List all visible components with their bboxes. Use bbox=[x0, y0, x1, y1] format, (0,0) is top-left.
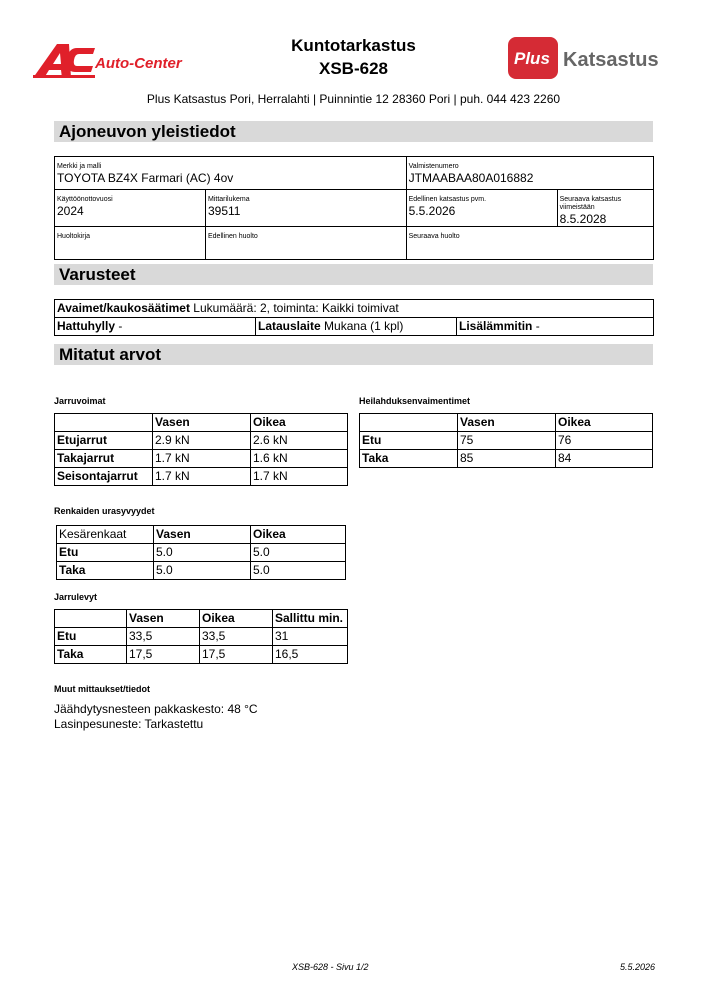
section-general-heading: Ajoneuvon yleistiedot bbox=[54, 121, 653, 142]
next-inspection-value: 8.5.2028 bbox=[559, 212, 607, 226]
cell-left: 5.0 bbox=[154, 544, 251, 562]
equipment-table bbox=[54, 299, 654, 336]
tires-header-season: Kesärenkaat bbox=[57, 526, 154, 544]
brakes-title: Jarruvoimat bbox=[54, 396, 106, 406]
cell-right: 5.0 bbox=[251, 562, 346, 580]
katsastus-logo-icon bbox=[507, 35, 675, 81]
cell-left: 1.7 kN bbox=[153, 468, 251, 486]
cell-left: 1.7 kN bbox=[153, 450, 251, 468]
cell-right: 2.6 kN bbox=[251, 432, 348, 450]
heater-value: - bbox=[535, 319, 540, 333]
table-row bbox=[360, 450, 653, 468]
other-washer-fluid: Lasinpesuneste: Tarkastettu bbox=[54, 717, 204, 731]
cell-left: 2.9 kN bbox=[153, 432, 251, 450]
section-equipment-heading: Varusteet bbox=[54, 264, 653, 285]
keys-value: Lukumäärä: 2, toiminta: Kaikki toimivat bbox=[193, 301, 399, 315]
shocks-table bbox=[359, 413, 653, 468]
discs-title: Jarrulevyt bbox=[54, 592, 98, 602]
row-label: Takajarrut bbox=[55, 450, 153, 468]
next-inspection-cell bbox=[557, 190, 653, 227]
year-label: Käyttöönottovuosi bbox=[57, 196, 113, 203]
vin-value: JTMAABAA80A016882 bbox=[408, 171, 534, 185]
table-row bbox=[55, 450, 348, 468]
cell-left: 75 bbox=[458, 432, 556, 450]
discs-header-right: Oikea bbox=[200, 610, 273, 628]
discs-header-min: Sallittu min. bbox=[273, 610, 348, 628]
last-inspection-value: 5.5.2026 bbox=[408, 204, 456, 218]
table-row bbox=[55, 432, 348, 450]
cell-right: 33,5 bbox=[200, 628, 273, 646]
shocks-title: Heilahduksenvaimentimet bbox=[359, 396, 471, 406]
charger-value: Mukana (1 kpl) bbox=[324, 319, 404, 333]
heater-cell bbox=[457, 318, 654, 336]
svg-text:Katsastus: Katsastus bbox=[563, 49, 659, 71]
discs-table bbox=[54, 609, 348, 664]
row-label: Etu bbox=[360, 432, 458, 450]
cell-right: 1.6 kN bbox=[251, 450, 348, 468]
row-label: Etu bbox=[55, 628, 127, 646]
table-row bbox=[55, 468, 348, 486]
make-value: TOYOTA BZ4X Farmari (AC) 4ov bbox=[57, 171, 234, 185]
table-row bbox=[55, 646, 348, 664]
plate-number: XSB-628 bbox=[319, 59, 388, 78]
shocks-header-right: Oikea bbox=[556, 414, 653, 432]
hat-value: - bbox=[118, 319, 123, 333]
shocks-header-left: Vasen bbox=[458, 414, 556, 432]
autocenter-logo-text: Auto-Center bbox=[95, 55, 182, 72]
row-label: Taka bbox=[57, 562, 154, 580]
footer-page: XSB-628 - Sivu 1/2 bbox=[292, 962, 369, 972]
keys-label: Avaimet/kaukosäätimet bbox=[57, 301, 190, 315]
cell-right: 5.0 bbox=[251, 544, 346, 562]
servicebook-label: Huoltokirja bbox=[57, 233, 91, 240]
tires-header-right: Oikea bbox=[251, 526, 346, 544]
brakes-table bbox=[54, 413, 348, 486]
cell-right: 17,5 bbox=[200, 646, 273, 664]
odometer-label: Mittarilukema bbox=[208, 196, 250, 203]
vin-label: Valmistenumero bbox=[408, 163, 459, 170]
svg-text:Plus: Plus bbox=[514, 49, 550, 68]
brakes-header-left: Vasen bbox=[153, 414, 251, 432]
brakes-header-right: Oikea bbox=[251, 414, 348, 432]
make-label: Merkki ja malli bbox=[57, 163, 102, 170]
next-service-label: Seuraava huolto bbox=[408, 233, 460, 240]
footer-date: 5.5.2026 bbox=[620, 962, 656, 972]
katsastus-logo bbox=[507, 35, 675, 81]
cell-min: 31 bbox=[273, 628, 348, 646]
row-label: Taka bbox=[360, 450, 458, 468]
row-label: Etu bbox=[57, 544, 154, 562]
row-label: Etujarrut bbox=[55, 432, 153, 450]
table-row bbox=[360, 432, 653, 450]
station-address: Plus Katsastus Pori, Herralahti | Puinnintie 12 28360 Pori | puh. 044 423 2260 bbox=[146, 92, 561, 106]
section-measured-heading: Mitatut arvot bbox=[54, 344, 653, 365]
row-label: Seisontajarrut bbox=[55, 468, 153, 486]
year-value: 2024 bbox=[57, 204, 84, 218]
cell-left: 33,5 bbox=[127, 628, 200, 646]
cell-right: 84 bbox=[556, 450, 653, 468]
hat-label: Hattuhylly bbox=[57, 319, 116, 333]
last-inspection-cell bbox=[406, 190, 557, 227]
discs-header-empty bbox=[55, 610, 127, 628]
row-label: Taka bbox=[55, 646, 127, 664]
discs-header-left: Vasen bbox=[127, 610, 200, 628]
tires-title: Renkaiden urasyvyydet bbox=[54, 506, 155, 516]
other-coolant: Jäähdytysnesteen pakkaskesto: 48 °C bbox=[54, 702, 258, 716]
cell-left: 5.0 bbox=[154, 562, 251, 580]
cell-right: 1.7 kN bbox=[251, 468, 348, 486]
hat-cell bbox=[55, 318, 256, 336]
charger-cell bbox=[256, 318, 457, 336]
vin-cell bbox=[406, 157, 653, 190]
next-inspection-label: Seuraava katsastus viimeistään bbox=[559, 196, 622, 211]
charger-label: Latauslaite bbox=[258, 319, 321, 333]
table-row bbox=[55, 628, 348, 646]
cell-left: 85 bbox=[458, 450, 556, 468]
table-row bbox=[57, 562, 346, 580]
make-cell bbox=[55, 157, 407, 190]
table-row bbox=[57, 544, 346, 562]
other-title: Muut mittaukset/tiedot bbox=[54, 684, 150, 694]
servicebook-cell bbox=[55, 227, 206, 260]
last-service-label: Edellinen huolto bbox=[208, 233, 258, 240]
cell-right: 76 bbox=[556, 432, 653, 450]
odometer-cell bbox=[206, 190, 407, 227]
page-title: Kuntotarkastus bbox=[291, 36, 416, 55]
shocks-header-empty bbox=[360, 414, 458, 432]
keys-cell bbox=[55, 300, 654, 318]
heater-label: Lisälämmitin bbox=[459, 319, 533, 333]
last-service-cell bbox=[206, 227, 407, 260]
brakes-header-empty bbox=[55, 414, 153, 432]
year-cell bbox=[55, 190, 206, 227]
odometer-value: 39511 bbox=[208, 204, 241, 218]
general-info-table bbox=[54, 156, 654, 260]
tires-header-left: Vasen bbox=[154, 526, 251, 544]
last-inspection-label: Edellinen katsastus pvm. bbox=[408, 196, 487, 203]
tires-table bbox=[56, 525, 346, 580]
cell-min: 16,5 bbox=[273, 646, 348, 664]
next-service-cell bbox=[406, 227, 653, 260]
cell-left: 17,5 bbox=[127, 646, 200, 664]
